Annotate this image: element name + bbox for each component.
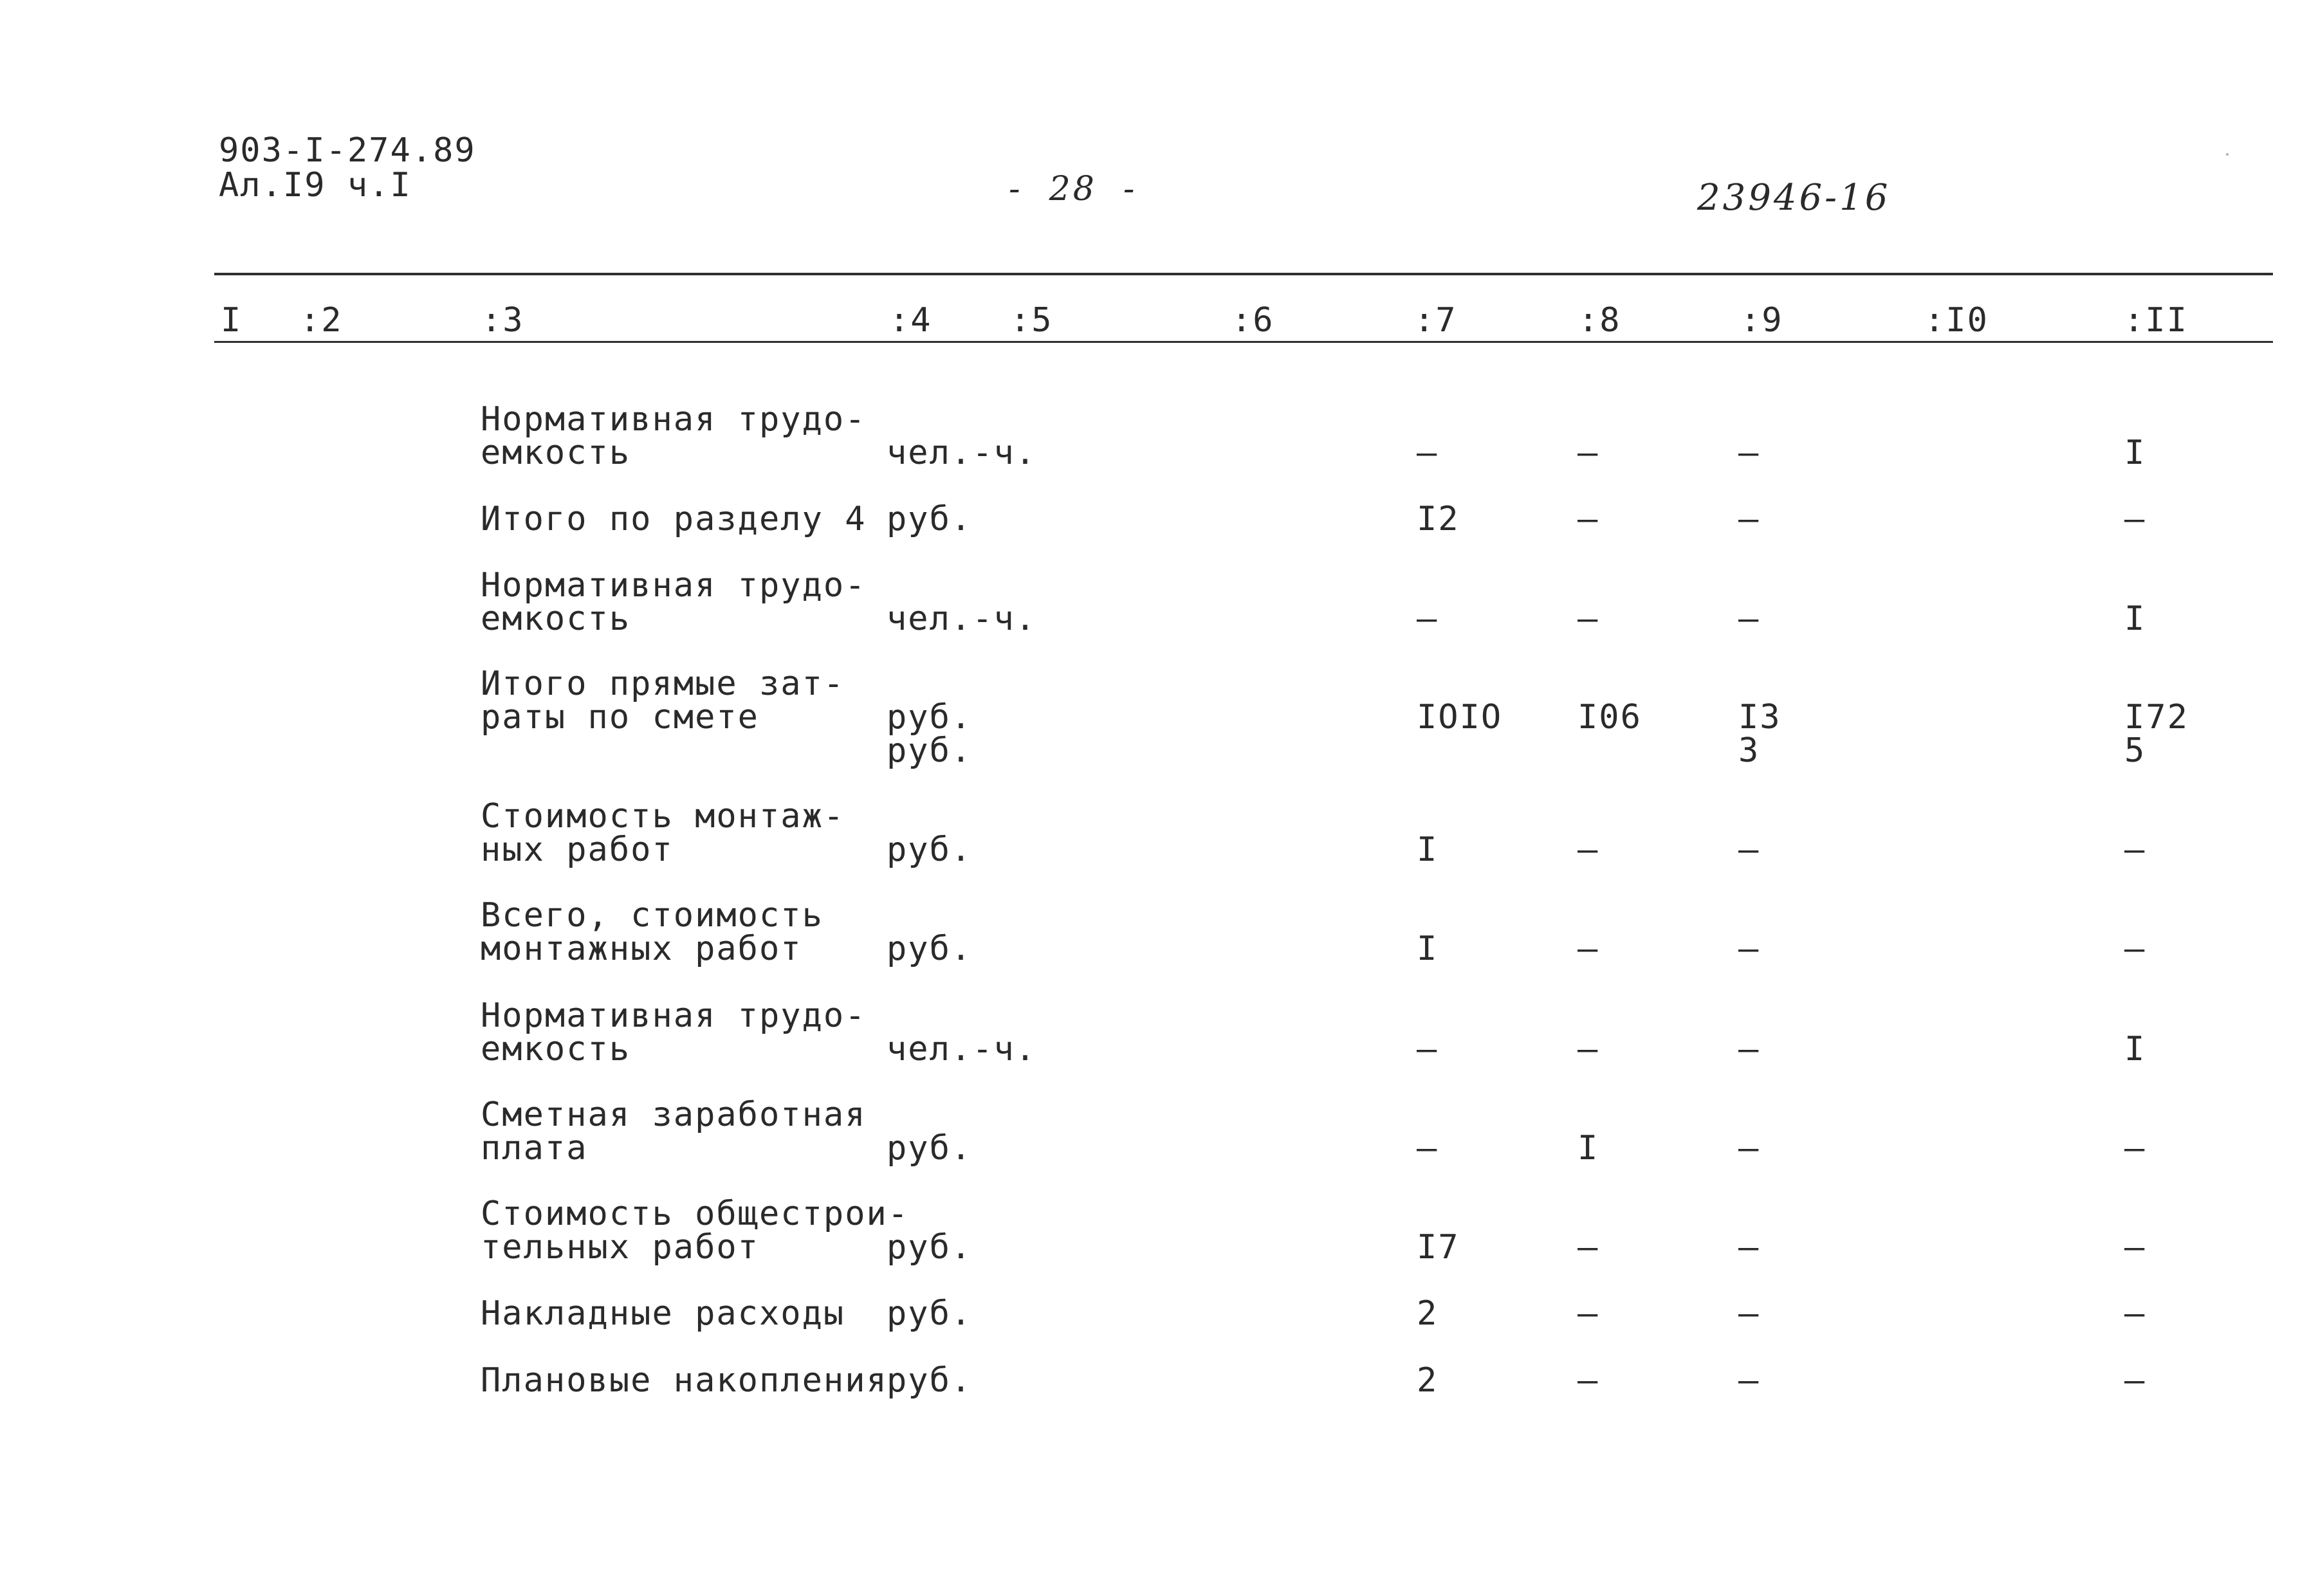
column-header: :3 xyxy=(481,301,524,340)
row-description: Нормативная трудо- xyxy=(481,566,867,605)
row-description: тельных работ xyxy=(481,1228,759,1267)
row-unit: руб. xyxy=(887,1228,973,1267)
cell-col-11: – xyxy=(2124,500,2146,538)
cell-col-8: I xyxy=(1578,1129,1599,1168)
row-description: Плановые накопления xyxy=(481,1361,888,1400)
column-header: :II xyxy=(2124,301,2188,340)
row-unit: руб. xyxy=(887,500,973,538)
cell-col-11: – xyxy=(2124,1228,2146,1267)
cell-col-9: – xyxy=(1738,830,1760,869)
cell-col-7: I xyxy=(1417,930,1439,968)
row-description: плата xyxy=(481,1129,588,1168)
row-unit: руб. xyxy=(887,731,973,770)
document-code: 903-I-274.89 xyxy=(219,131,476,170)
cell-col-11: I xyxy=(2124,1030,2146,1069)
cell-col-7: – xyxy=(1417,434,1439,472)
column-header: I xyxy=(221,301,243,340)
cell-col-9: I3 xyxy=(1738,698,1781,737)
column-header: :7 xyxy=(1414,301,1457,340)
column-header: :6 xyxy=(1231,301,1274,340)
row-description: Итого прямые зат- xyxy=(481,665,845,703)
row-unit: руб. xyxy=(887,1129,973,1168)
cell-col-11: I72 xyxy=(2124,698,2189,737)
cell-col-7: I7 xyxy=(1417,1228,1460,1267)
cell-col-8: – xyxy=(1578,1030,1599,1069)
cell-col-11: – xyxy=(2124,830,2146,869)
cell-col-7: IOIO xyxy=(1417,698,1503,737)
row-description: Нормативная трудо- xyxy=(481,996,867,1035)
row-unit: руб. xyxy=(887,830,973,869)
cell-col-11: I xyxy=(2124,600,2146,638)
column-header: :4 xyxy=(889,301,932,340)
table-header-rule xyxy=(214,341,2273,343)
archive-number: 23946-16 xyxy=(1697,177,1891,219)
cell-col-9: – xyxy=(1738,434,1760,472)
cell-col-7: I2 xyxy=(1417,500,1460,538)
column-header: :5 xyxy=(1010,301,1053,340)
cell-col-8: – xyxy=(1578,434,1599,472)
cell-col-7: – xyxy=(1417,1030,1439,1069)
cell-col-8: – xyxy=(1578,500,1599,538)
cell-col-8: – xyxy=(1578,930,1599,968)
row-description: Нормативная трудо- xyxy=(481,400,867,439)
cell-col-8: – xyxy=(1578,1294,1599,1333)
row-unit: руб. xyxy=(887,1294,973,1333)
cell-col-11: – xyxy=(2124,1361,2146,1400)
row-description: емкость xyxy=(481,434,631,472)
cell-col-9: – xyxy=(1738,1030,1760,1069)
cell-col-8: – xyxy=(1578,600,1599,638)
row-description: Сметная заработная xyxy=(481,1096,867,1134)
cell-col-9: – xyxy=(1738,930,1760,968)
row-description: Стоимость монтаж- xyxy=(481,797,845,836)
cell-col-9: – xyxy=(1738,500,1760,538)
row-unit: чел.-ч. xyxy=(887,1030,1037,1069)
cell-col-9: – xyxy=(1738,1361,1760,1400)
row-description: Стоимость общестрои- xyxy=(481,1195,910,1233)
row-unit: руб. xyxy=(887,1361,973,1400)
cell-col-11: 5 xyxy=(2124,731,2146,770)
cell-col-8: – xyxy=(1578,830,1599,869)
row-description: Накладные расходы xyxy=(481,1294,845,1333)
cell-col-8: – xyxy=(1578,1361,1599,1400)
cell-col-9: – xyxy=(1738,600,1760,638)
row-description: ных работ xyxy=(481,830,674,869)
column-header: :I0 xyxy=(1924,301,1989,340)
cell-col-11: I xyxy=(2124,434,2146,472)
cell-col-9: – xyxy=(1738,1294,1760,1333)
row-description: Итого по разделу 4 xyxy=(481,500,867,538)
cell-col-8: I06 xyxy=(1578,698,1642,737)
row-description: емкость xyxy=(481,1030,631,1069)
column-header: :9 xyxy=(1740,301,1783,340)
column-header: :2 xyxy=(300,301,343,340)
row-unit: руб. xyxy=(887,930,973,968)
cell-col-7: – xyxy=(1417,600,1439,638)
row-description: раты по смете xyxy=(481,698,759,737)
scan-speck xyxy=(2226,153,2229,156)
row-description: емкость xyxy=(481,600,631,638)
cell-col-11: – xyxy=(2124,930,2146,968)
cell-col-7: I xyxy=(1417,830,1439,869)
row-description: монтажных работ xyxy=(481,930,802,968)
cell-col-9: – xyxy=(1738,1129,1760,1168)
cell-col-9: 3 xyxy=(1738,731,1760,770)
page-number: - 28 - xyxy=(1009,170,1137,208)
cell-col-7: 2 xyxy=(1417,1294,1439,1333)
row-unit: руб. xyxy=(887,698,973,737)
row-unit: чел.-ч. xyxy=(887,434,1037,472)
cell-col-9: – xyxy=(1738,1228,1760,1267)
cell-col-11: – xyxy=(2124,1129,2146,1168)
column-header: :8 xyxy=(1578,301,1621,340)
cell-col-7: 2 xyxy=(1417,1361,1439,1400)
album-reference: Ал.I9 ч.I xyxy=(219,166,412,205)
table-top-rule xyxy=(214,273,2273,275)
row-description: Всего, стоимость xyxy=(481,896,823,935)
cell-col-11: – xyxy=(2124,1294,2146,1333)
row-unit: чел.-ч. xyxy=(887,600,1037,638)
cell-col-8: – xyxy=(1578,1228,1599,1267)
cell-col-7: – xyxy=(1417,1129,1439,1168)
